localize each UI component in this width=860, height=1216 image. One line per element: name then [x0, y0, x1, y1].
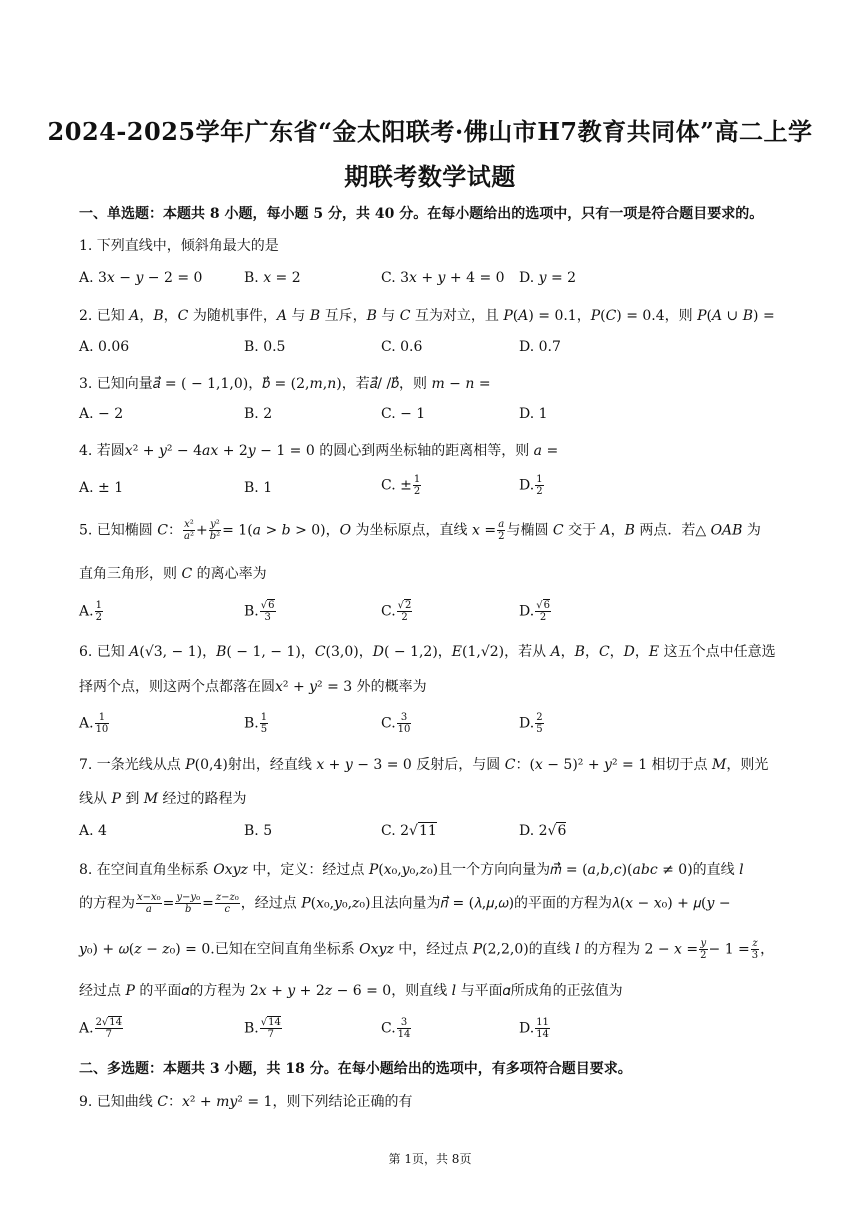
question-3-option-b: B. 2: [244, 406, 273, 422]
question-5-stem: 5. 已知椭圆 𝐶： $\frac{\text{𝑥²}}{\text{𝑎²}}$ + $\frac{\text{𝑦²}}{\text{𝑏²}}$ = 1(𝑎 > 𝑏 > 0)，𝑂 为坐标原点，直线 𝑥 = $\frac{\text{𝑎}}{2}$ 与椭圆 𝐶 交于 𝐴，𝐵 两点．若△ 𝑂𝐴𝐵 为: [79, 519, 761, 542]
question-1-option-d: D. 𝑦 = 2: [519, 270, 577, 286]
question-6-stem: 6. 已知 𝐴(√3, − 1)，𝐵( − 1, − 1)，𝐶(3,0)，𝐷( − 1,2)，𝐸(1,√2)，若从 𝐴，𝐵，𝐶，𝐷，𝐸 这五个点中任意选: [79, 644, 776, 660]
question-5-option-b: B. $\frac{√6}{3}$: [244, 600, 275, 623]
question-4-option-a: A. ± 1: [79, 480, 124, 496]
question-5-option-a: A. $\frac{1}{2}$: [79, 600, 102, 623]
question-5-stem-line-2: 直角三角形，则 𝐶 的离心率为: [79, 566, 267, 582]
question-2-stem: 2. 已知 𝐴，𝐵，𝐶 为随机事件，𝐴 与 𝐵 互斥，𝐵 与 𝐶 互为对立，且 𝑃(𝐴) = 0.1，𝑃(𝐶) = 0.4，则 𝑃(𝐴 ∪ 𝐵) =: [79, 308, 775, 324]
section-1-heading: 一、单选题：本题共 8 小题，每小题 5 分，共 40 分。在每小题给出的选项中，只有一项是符合题目要求的。: [79, 206, 764, 222]
title-line-1: 2024-2025学年广东省“金太阳联考·佛山市H7教育共同体”高二上学: [47, 117, 813, 146]
question-8-stem-line-3: 𝑦₀) + 𝜔(𝑧 − 𝑧₀) = 0.已知在空间直角坐标系 𝑂𝑥𝑦𝑧 中，经过点 𝑃(2,2,0)的直线 𝑙 的方程为 2 − 𝑥 = $\frac{\text{𝑦}}{2}$ − 1 = $\frac{\text{𝑧}}{3}$ ，: [79, 938, 775, 961]
question-1-option-b: B. 𝑥 = 2: [244, 270, 301, 286]
question-7-stem-line-2: 线从 𝑃 到 𝑀 经过的路程为: [79, 791, 247, 807]
question-7-option-b: B. 5: [244, 823, 273, 839]
question-2-option-c: C. 0.6: [381, 339, 423, 355]
question-4-option-d: D. $\frac{1}{2}$: [519, 474, 543, 497]
question-6-stem-line-2: 择两个点，则这两个点都落在圆𝑥² + 𝑦² = 3 外的概率为: [79, 679, 427, 695]
question-8-option-d: D. $\frac{11}{14}$: [519, 1017, 549, 1040]
question-4-option-b: B. 1: [244, 480, 273, 496]
question-5-option-d: D. $\frac{√6}{2}$: [519, 600, 550, 623]
question-3-option-a: A. − 2: [79, 406, 124, 422]
question-8-stem-line-4: 经过点 𝑃 的平面𝛼的方程为 2𝑥 + 𝑦 + 2𝑧 − 6 = 0，则直线 𝑙 与平面𝛼所成角的正弦值为: [79, 983, 623, 999]
question-8-option-b: B. $\frac{√14}{7}$: [244, 1017, 281, 1040]
question-1-option-a: A. 3𝑥 − 𝑦 − 2 = 0: [79, 270, 203, 286]
question-7-stem: 7. 一条光线从点 𝑃(0,4)射出，经直线 𝑥 + 𝑦 − 3 = 0 反射后，与圆 𝐶：(𝑥 − 5)² + 𝑦² = 1 相切于点 𝑀，则光: [79, 757, 769, 773]
question-4-stem: 4. 若圆𝑥² + 𝑦² − 4𝑎𝑥 + 2𝑦 − 1 = 0 的圆心到两坐标轴的距离相等，则 𝑎 =: [79, 443, 559, 459]
question-9-stem: 9. 已知曲线 𝐶：𝑥² + 𝑚𝑦² = 1，则下列结论正确的有: [79, 1094, 413, 1110]
question-5-option-c: C. $\frac{√2}{2}$: [381, 600, 412, 623]
question-8-stem: 8. 在空间直角坐标系 𝑂𝑥𝑦𝑧 中，定义：经过点 𝑃(𝑥₀,𝑦₀,𝑧₀)且一个方向向量为𝑚⃗⃗ = (𝑎,𝑏,𝑐)(𝑎𝑏𝑐 ≠ 0)的直线 𝑙: [79, 862, 744, 878]
page-footer: 第 1页，共 8页: [388, 1152, 472, 1166]
question-6-option-b: B. $\frac{1}{5}$: [244, 712, 268, 735]
question-4-option-c: C. ± $\frac{1}{2}$: [381, 474, 421, 497]
question-8-stem-line-2: 的方程为 $\frac{\text{𝑥−𝑥₀}}{\text{𝑎}}$ = $\frac{\text{𝑦−𝑦₀}}{\text{𝑏}}$ = $\frac{\text{𝑧−𝑧₀}}{\text{𝑐}}$ ，经过点 𝑃(𝑥₀,𝑦₀,𝑧₀)且法向量为𝑛⃗ = (𝜆,𝜇,𝜔)的平面的方程为𝜆(𝑥 − 𝑥₀) + 𝜇(𝑦 −: [79, 892, 731, 915]
question-7-option-d: D. 2√6: [519, 823, 567, 839]
question-2-option-b: B. 0.5: [244, 339, 286, 355]
question-1-stem: 1. 下列直线中，倾斜角最大的是: [79, 238, 279, 254]
question-6-option-c: C. $\frac{3}{10}$: [381, 712, 411, 735]
question-7-option-c: C. 2√11: [381, 823, 437, 839]
question-8-option-c: C. $\frac{3}{14}$: [381, 1017, 411, 1040]
section-2-heading: 二、多选题：本题共 3 小题，共 18 分。在每小题给出的选项中，有多项符合题目要求。: [79, 1061, 632, 1077]
question-7-option-a: A. 4: [79, 823, 107, 839]
question-1-option-c: C. 3𝑥 + 𝑦 + 4 = 0: [381, 270, 505, 286]
question-3-stem: 3. 已知向量𝑎⃗ = ( − 1,1,0)，𝑏⃗ = (2,𝑚,𝑛)，若𝑎⃗/ /𝑏⃗，则 𝑚 − 𝑛 =: [79, 376, 491, 392]
question-2-option-a: A. 0.06: [79, 339, 130, 355]
question-2-option-d: D. 0.7: [519, 339, 561, 355]
question-6-option-a: A. $\frac{1}{10}$: [79, 712, 109, 735]
question-8-option-a: A. $\frac{2√14}{7}$: [79, 1017, 123, 1040]
title-line-2: 期联考数学试题: [344, 162, 516, 191]
question-6-option-d: D. $\frac{2}{5}$: [519, 712, 543, 735]
question-3-option-c: C. − 1: [381, 406, 426, 422]
question-3-option-d: D. 1: [519, 406, 548, 422]
